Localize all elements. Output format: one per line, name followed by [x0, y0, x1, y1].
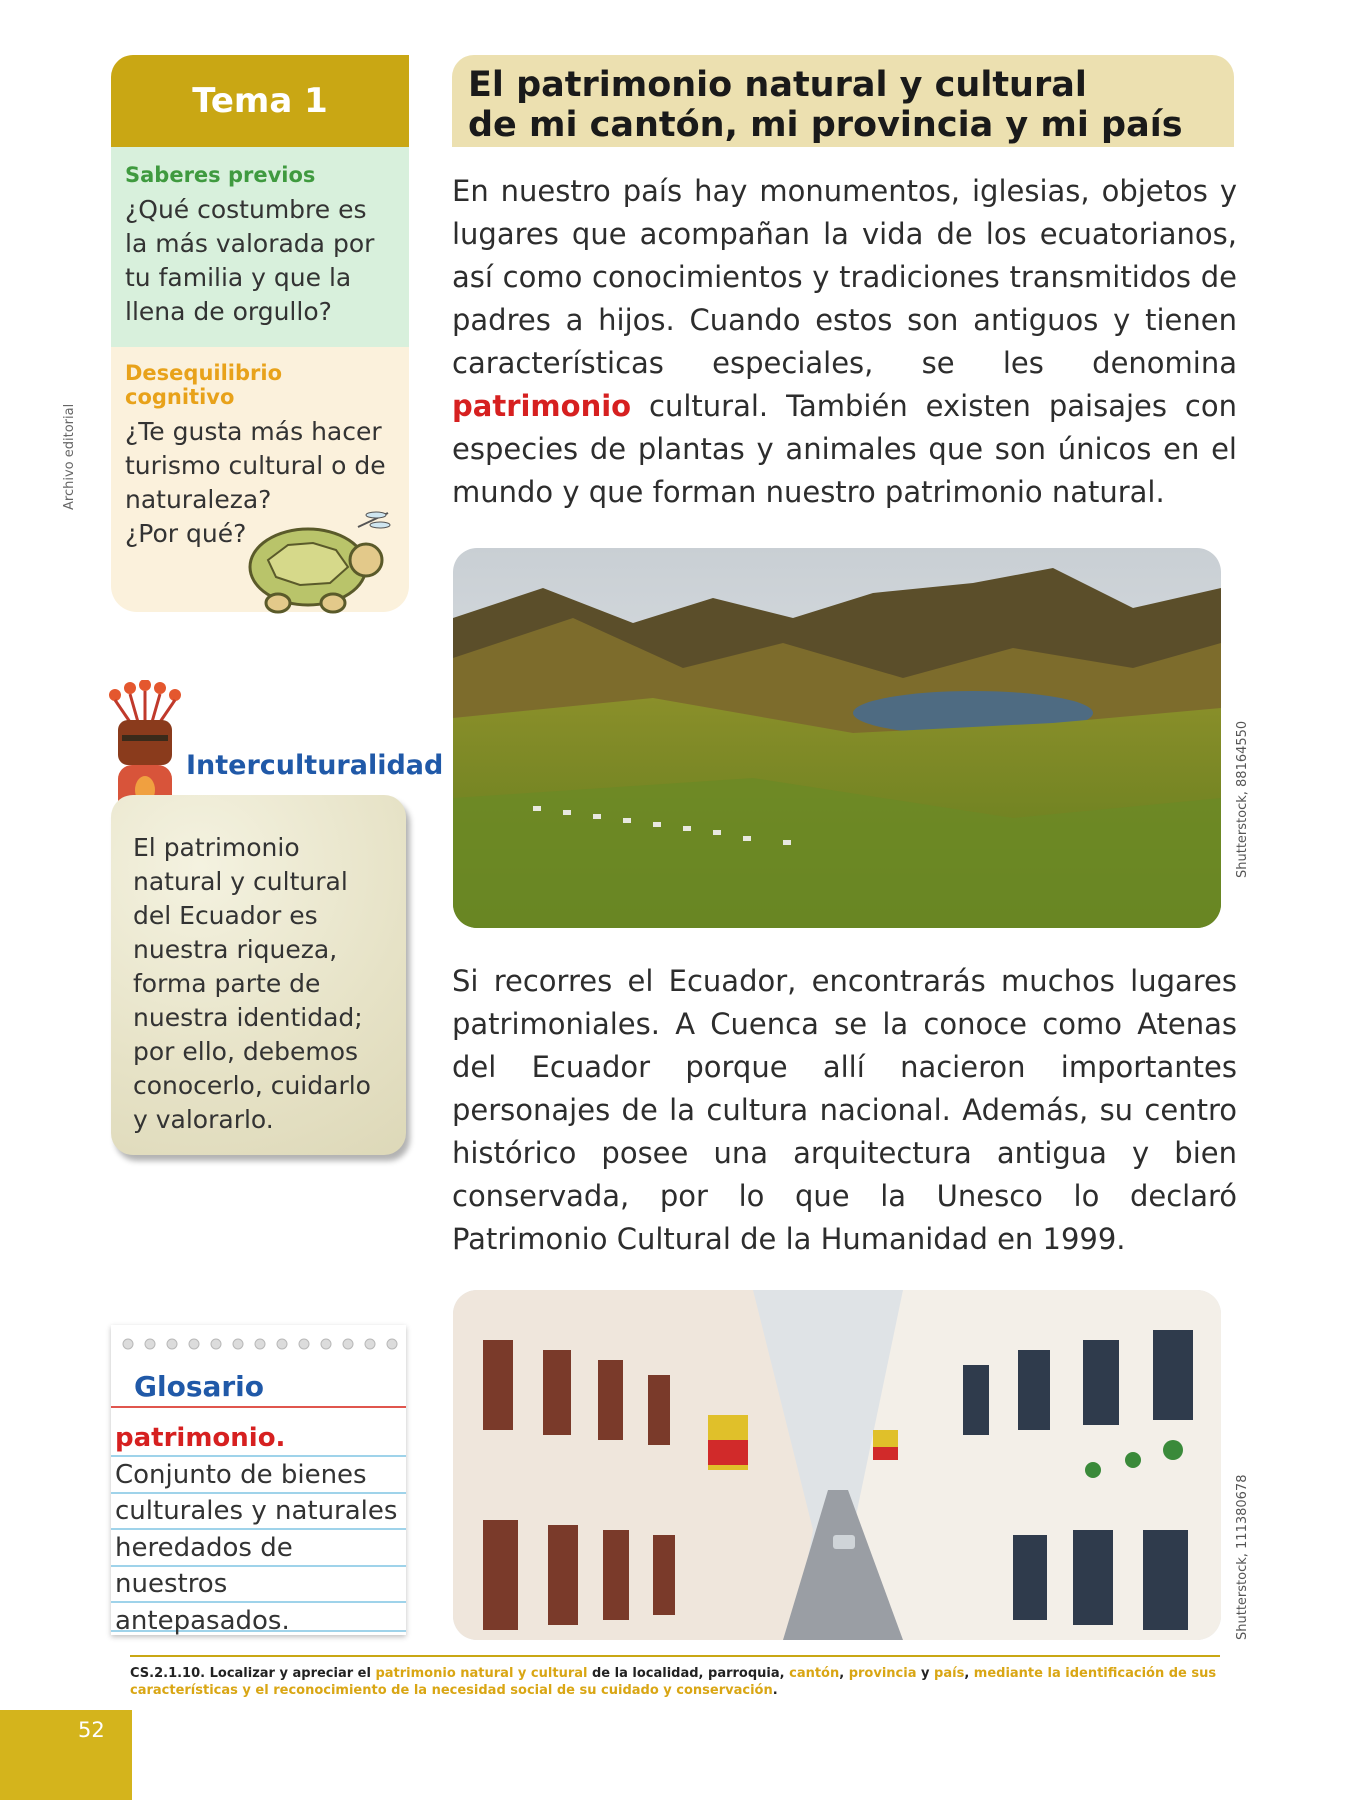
curriculum-footnote — [130, 1665, 1230, 1699]
tema-title: Tema 1 — [192, 81, 328, 121]
glosario-term: patrimonio. — [115, 1423, 286, 1453]
tema-header — [111, 55, 409, 147]
p1-text-a: En nuestro país hay monumentos, iglesias, objetos y lugares que acompañan la vida de los ecuatorianos, así como conocimientos y tradiciones transmitidos de padres a hijos. Cuando estos son antiguos y tienen características especiales, se les denomina — [452, 174, 1237, 380]
intro-paragraph — [452, 170, 1237, 514]
saberes-label: Saberes previos — [125, 163, 316, 187]
page-title — [452, 55, 1234, 147]
footer-rule — [130, 1655, 1220, 1657]
footnote-part: , — [964, 1666, 974, 1681]
footnote-highlight: cantón — [789, 1666, 840, 1681]
footnote-highlight: patrimonio natural y cultural — [375, 1666, 588, 1681]
footnote-highlight: mediante la identificación de sus características y el reconocimiento de la necesidad social de su cuidado y conservación — [130, 1666, 1217, 1698]
page-number-bar — [0, 1710, 132, 1800]
page-number: 52 — [78, 1718, 105, 1742]
landscape-photo — [453, 548, 1221, 928]
lake-landscape-image — [453, 548, 1221, 928]
cuenca-paragraph: Si recorres el Ecuador, encontrarás muchos lugares patrimoniales. A Cuenca se la conoce como Atenas del Ecuador porque allí nacieron importantes personajes de la cultura nacional. Además, su centro histórico posee una arquitectura antigua y bien conservada, por lo que la Unesco lo declaró Patrimonio Cultural de la Humanidad en 1999. — [452, 964, 1237, 1256]
p1-text-b: cultural. También existen paisajes con especies de plantas y animales que son únicos en el mundo y que forman nuestro patrimonio natural. — [452, 389, 1237, 509]
footnote-part: y — [916, 1666, 935, 1681]
photo1-credit: Shutterstock, 88164550 — [1235, 720, 1250, 878]
p1-keyword: patrimonio — [452, 389, 632, 423]
footnote-part: . — [772, 1683, 778, 1698]
saberes-previos-box — [111, 147, 409, 347]
notebook-rings — [120, 1337, 400, 1351]
desequilibrio-question-2: ¿Por qué? — [125, 519, 247, 548]
interculturalidad-text: El patrimonio natural y cultural del Ecuador es nuestra riqueza, forma parte de nuestra identidad; por ello, debemos conocerlo, cuidarlo y valorarlo. — [133, 833, 371, 1134]
cuenca-street-image — [453, 1290, 1221, 1640]
desequilibrio-question: ¿Te gusta más hacer turismo cultural o de naturaleza? — [125, 417, 386, 514]
glosario-definition: Conjunto de bienes culturales y naturales heredados de nuestros antepasados. — [115, 1459, 398, 1636]
glosario-title: Glosario — [134, 1370, 265, 1403]
footnote-part: , — [839, 1666, 849, 1681]
photo2-credit: Shutterstock, 111380678 — [1235, 1474, 1250, 1640]
turtle-illustration — [238, 505, 398, 615]
footnote-part: CS.2.1.10. Localizar y apreciar el — [130, 1666, 376, 1681]
cuenca-photo — [453, 1290, 1221, 1640]
saberes-question: ¿Qué costumbre es la más valorada por tu familia y que la llena de orgullo? — [125, 195, 375, 326]
glosario-entry — [115, 1420, 405, 1639]
interculturalidad-card — [111, 795, 406, 1155]
glosario-red-rule — [111, 1406, 406, 1408]
title-line-1: El patrimonio natural y cultural — [468, 65, 1087, 105]
title-line-2: de mi cantón, mi provincia y mi país — [468, 105, 1183, 145]
desequilibrio-label: Desequilibrio cognitivo — [125, 361, 283, 409]
footnote-highlight: provincia — [848, 1666, 917, 1681]
archivo-credit: Archivo editorial — [62, 403, 77, 510]
footnote-highlight: país — [934, 1666, 965, 1681]
footnote-part: de la localidad, parroquia, — [587, 1666, 790, 1681]
interculturalidad-title: Interculturalidad — [186, 750, 444, 781]
